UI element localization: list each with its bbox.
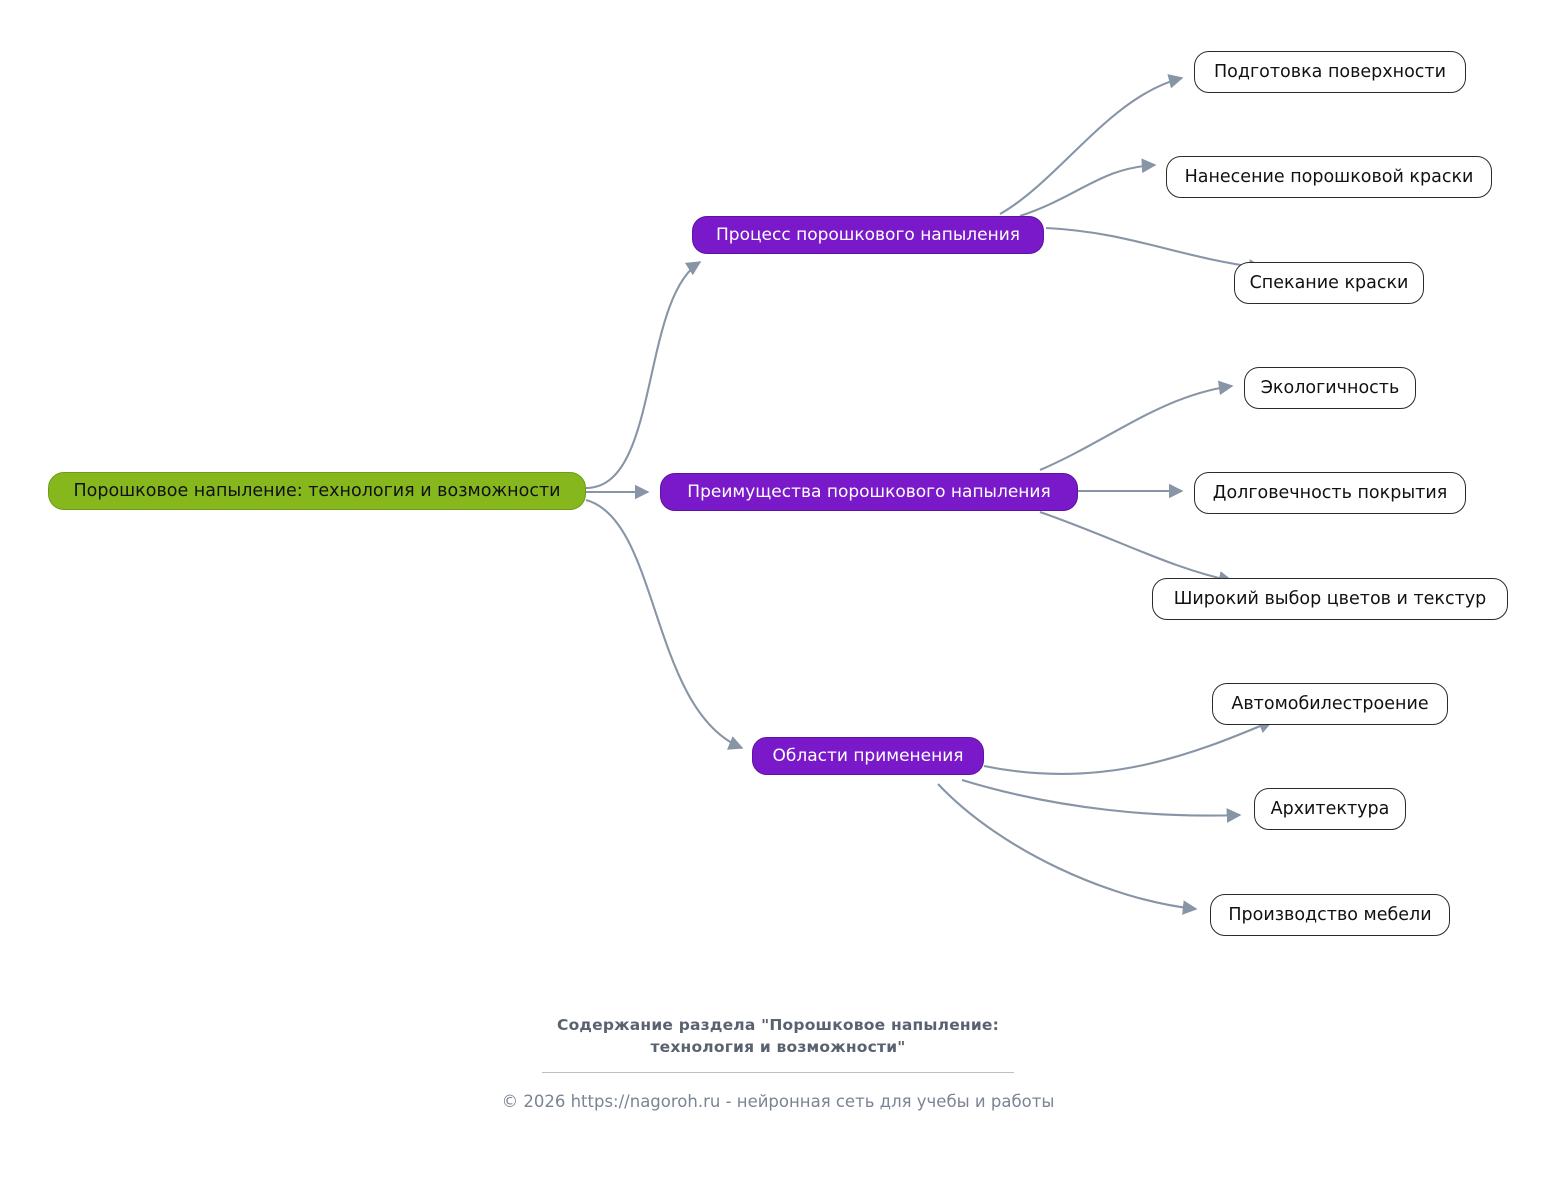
- node-leaf-furniture[interactable]: [1210, 894, 1450, 936]
- edge-advantages-to-colors: [1040, 512, 1232, 581]
- node-leaf-colors-label: Широкий выбор цветов и текстур: [1173, 588, 1487, 609]
- footer-caption-line1: Содержание раздела "Порошковое напыление:: [557, 1016, 999, 1034]
- node-branch-advantages[interactable]: [660, 473, 1078, 511]
- node-leaf-durability[interactable]: [1194, 472, 1466, 514]
- node-branch-process[interactable]: [692, 216, 1044, 254]
- node-branch-applications[interactable]: [752, 737, 984, 775]
- node-branch-applications-label: Области применения: [772, 745, 964, 766]
- node-leaf-architecture-label: Архитектура: [1270, 798, 1390, 819]
- edge-process-to-sintering: [1046, 228, 1262, 268]
- node-leaf-paint-application[interactable]: [1166, 156, 1492, 198]
- node-branch-advantages-label: Преимущества порошкового напыления: [687, 481, 1051, 502]
- node-branch-process-label: Процесс порошкового напыления: [716, 224, 1020, 245]
- node-leaf-furniture-label: Производство мебели: [1228, 904, 1432, 925]
- footer-caption-line2: технология и возможности": [650, 1038, 906, 1057]
- edge-root-to-applications: [586, 500, 742, 748]
- node-leaf-paint-application-label: Нанесение порошковой краски: [1184, 166, 1474, 187]
- footer: [0, 1014, 1556, 1111]
- edge-root-to-process: [586, 262, 700, 488]
- node-leaf-surface-prep-label: Подготовка поверхности: [1214, 61, 1446, 82]
- node-leaf-surface-prep[interactable]: [1194, 51, 1466, 93]
- node-leaf-sintering-label: Спекание краски: [1249, 272, 1409, 293]
- node-root-label: Порошковое напыление: технология и возможности: [73, 480, 561, 501]
- edge-process-to-surface-prep: [1000, 78, 1182, 214]
- node-leaf-architecture[interactable]: [1254, 788, 1406, 830]
- node-leaf-durability-label: Долговечность покрытия: [1212, 482, 1448, 503]
- node-leaf-sintering[interactable]: [1234, 262, 1424, 304]
- node-leaf-automotive-label: Автомобилестроение: [1231, 693, 1429, 714]
- edge-applications-to-furniture: [938, 784, 1196, 909]
- edge-applications-to-architecture: [962, 780, 1240, 816]
- node-root[interactable]: [48, 472, 586, 510]
- footer-divider: [542, 1072, 1014, 1073]
- node-leaf-automotive[interactable]: [1212, 683, 1448, 725]
- node-leaf-eco[interactable]: [1244, 367, 1416, 409]
- edge-applications-to-automotive: [984, 721, 1272, 774]
- edge-advantages-to-eco: [1040, 386, 1232, 470]
- edge-process-to-paint-application: [1020, 165, 1155, 216]
- footer-credit: © 2026 https://nagoroh.ru - нейронная сеть для учебы и работы: [501, 1091, 1055, 1111]
- footer-caption: [0, 1014, 1556, 1059]
- node-leaf-eco-label: Экологичность: [1260, 377, 1400, 398]
- node-leaf-colors[interactable]: [1152, 578, 1508, 620]
